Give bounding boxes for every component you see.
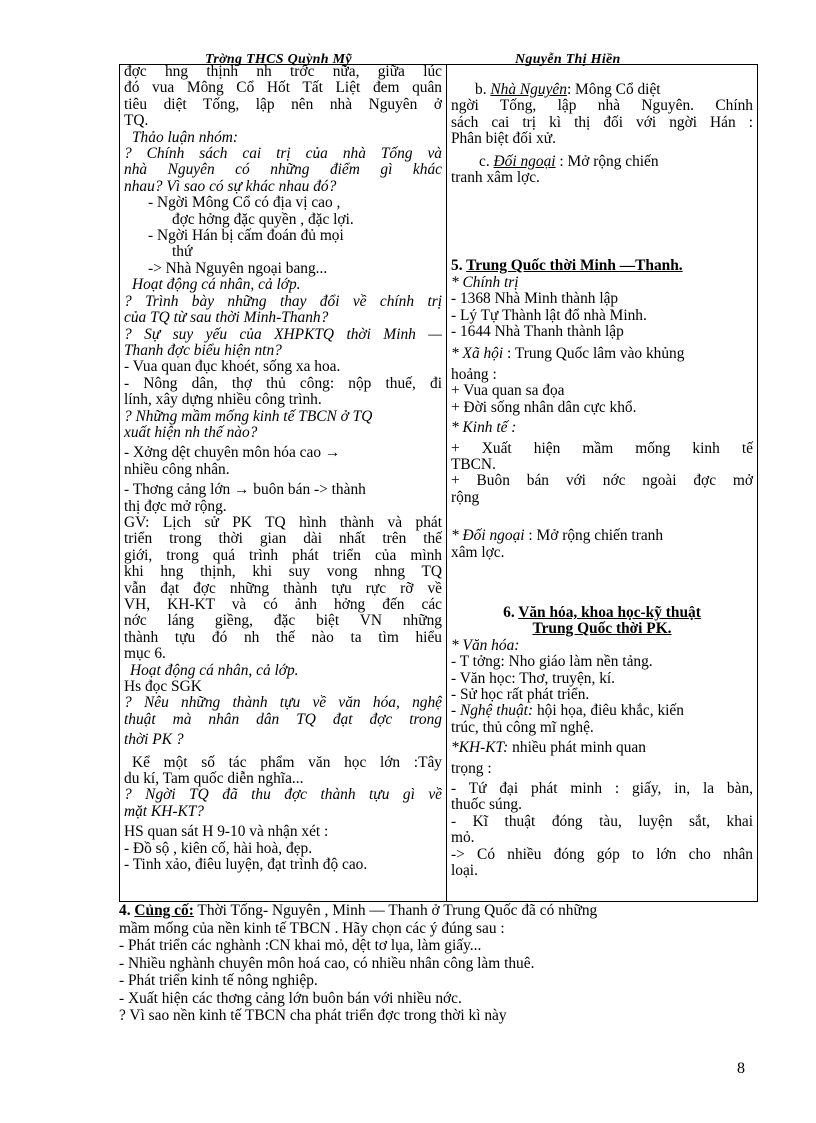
text-fragment: : Trung Quốc lâm vào khủng [507,345,685,363]
text-fragment: hội họa, điêu khắc, kiến [536,702,684,720]
text-line: ? Trình bày những thay đổi về chính trị [124,292,442,310]
list-item: - Xuất hiện các thơng cảng lớn buôn bán với nhiều nớc. [119,989,462,1007]
text-line: triển trong thời gian dài nhất trên thế [124,530,442,548]
text-line: Hoạt động cá nhân, cả lớp. [130,661,299,679]
section-title: Trung Quốc thời PK. [532,620,672,638]
list-item: - Phát triển các nghành :CN khai mỏ, dệt tơ lụa, làm giấy... [119,937,482,954]
section-heading [451,621,753,637]
text-line [451,703,753,719]
text-line: đợc hng thịnh nh trớc nữa, giữa lúc [124,63,442,80]
text-line: du kí, Tam quốc diễn nghĩa... [124,770,304,788]
text-line: - Sử học rất phát triển. [451,685,590,703]
text-line: xuất hiện nh thế nào? [124,423,258,441]
text-fragment: Thời Tống- Nguyên , Minh — Thanh ở Trung Quốc đã có những [193,902,598,919]
page-number: 8 [737,1060,745,1077]
text-line [451,740,753,756]
text-line: - Kĩ thuật đóng tàu, luyện sắt, khai [451,812,753,830]
text-line: Thảo luận nhóm: [132,128,239,146]
text-line: - 1368 Nhà Minh thành lập [451,290,619,308]
text-line: - Tứ đại phát minh : giấy, in, la bàn, [451,780,753,797]
text-line: thành tựu đó nh thế nào ta tìm hiểu [124,628,442,646]
text-line: mỏ. [451,829,475,847]
text-line: ? Những mầm mống kinh tế TBCN ở TQ [124,407,373,425]
text-line: thuật mà nhân dân TQ đạt đợc trong [124,710,442,728]
text-line: thị đợc mở rộng. [124,497,227,515]
text-line [124,482,442,498]
text-line: vẫn đạt đợc những thành tựu rực rỡ về [124,579,442,597]
text-line: -> Nhà Nguyên ngoại bang... [148,259,328,277]
text-line: rộng [451,488,480,506]
text-line: - Ngời Mông Cổ có địa vị cao , [148,194,341,212]
text-line: thứ [172,243,193,261]
text-line: ? Sự suy yếu của XHPKTQ thời Minh — [124,325,442,343]
text-line: GV: Lịch sử PK TQ hình thành và phát [124,513,442,531]
text-line: nớc láng giềng, đặc biệt VN những [124,612,442,630]
text-fragment: : Mở rộng chiến tranh [528,527,664,545]
text-line [451,82,753,98]
section-heading [451,605,753,621]
header-school: Trờng THCS Quỳnh Mỹ [205,52,352,67]
text-line: * Văn hóa: [451,636,520,654]
header-author: Nguyễn Thị Hiền [515,52,621,67]
text-fragment: Nhà Nguyên [490,81,567,98]
text-line: Hoạt động cá nhân, cả lớp. [132,276,301,294]
section-title: Củng cố: [134,902,194,919]
text-line: nhiều công nhân. [124,460,230,478]
text-line [451,154,753,170]
list-item: - Phát triển kinh tế nông nghiệp. [119,972,318,989]
right-column [451,64,753,879]
text-line: * Chính trị [451,273,519,291]
text-line: - Vua quan đục khoét, sống xa hoa. [124,358,341,376]
list-item: ? Vì sao nền kinh tế TBCN cha phát triển đợc trong thời kì này [119,1007,507,1024]
text-fragment: b. [475,81,487,98]
section-heading [451,258,753,274]
section-number: 5. [451,257,463,275]
text-line: ngời Tống, lập nhà Nguyên. Chính [451,97,753,115]
text-line [124,445,442,461]
text-line: - Đồ sộ , kiên cố, hài hoà, đẹp. [124,839,313,857]
consolidation-section [119,902,759,1025]
text-line: hoảng : [451,365,497,383]
text-line: + Buôn bán với nớc ngoài đợc mở [451,472,753,490]
text-line: - Ngời Hán bị cấm đoán đủ mọi [148,227,344,245]
arrow-right-icon: → [324,444,341,462]
text-line: Phân biệt đối xử. [451,130,556,148]
text-line: đó vua Mông Cổ Hốt Tất Liệt đem quân [124,79,442,97]
text-line: + Vua quan sa đọa [451,382,565,400]
text-line: của TQ từ sau thời Minh-Thanh? [124,309,329,327]
text-line: - T tởng: Nho giáo làm nền tảng. [451,653,653,671]
text-line: tranh xâm lợc. [451,169,540,187]
text-line: mục 6. [124,645,166,663]
text-line: ? Chính sách cai trị của nhà Tống và [124,145,442,163]
text-fragment: Đối ngoại [493,152,556,170]
text-fragment: *KH-KT: [451,739,509,757]
text-line: lính, xây dựng nhiều công trình. [124,391,322,409]
arrow-right-icon: → [234,481,250,499]
text-line: - Tinh xảo, điêu luyện, đạt trình độ cao. [124,856,368,874]
section-number: 4. [119,902,131,919]
text-line: - Lý Tự Thành lật đổ nhà Minh. [451,306,647,324]
text-line: * Kinh tế : [451,419,517,437]
text-line: loại. [451,862,478,880]
text-line: giới, trong quá trình phát triển của mình [124,546,442,564]
text-fragment: buôn bán -> thành [253,481,366,499]
text-line: Kể một số tác phẩm văn học lớn :Tây [132,753,442,771]
text-line: VH, KH-KT và có ảnh hởng đến các [124,596,442,613]
text-line [119,902,759,920]
text-fragment: : Mông Cổ diệt [566,81,661,98]
text-line: mầm mống của nền kinh tế TBCN . Hãy chọn các ý đúng sau : [119,919,505,937]
text-line: thuốc súng. [451,796,522,814]
text-fragment: c. [479,152,490,170]
text-line: -> Có nhiều đóng góp to lớn cho nhân [451,845,753,863]
text-line: Thanh đợc biểu hiện ntn? [124,341,282,359]
column-divider [446,64,447,902]
text-fragment: nhiều phát minh quan [512,739,646,757]
list-item: - Nhiều nghành chuyên môn hoá cao, có nhiều nhân công làm thuê. [119,954,535,972]
text-line: TBCN. [451,455,496,473]
text-line [451,528,753,544]
section-title: Văn hóa, khoa học-kỹ thuật [518,603,701,621]
text-fragment: - Thơng cảng lớn [124,481,231,499]
text-line: - Nông dân, thợ thủ công: nộp thuế, đi [124,374,442,392]
text-line: nhau? Vì sao có sự khác nhau đó? [124,177,337,195]
text-fragment: - Xởng dệt chuyên môn hóa cao [124,444,322,462]
text-fragment: * Xã hội [451,345,504,363]
left-column [124,64,442,874]
text-fragment: - Nghệ thuật: [451,702,534,720]
section-number: 6. [503,603,515,621]
text-line: - Văn học: Thơ, truyện, kí. [451,669,616,687]
text-line: trọng : [451,759,492,777]
text-line: Hs đọc SGK [124,678,202,696]
text-line: khi hng thịnh, khi suy vong nhng TQ [124,563,442,581]
text-line: TQ. [124,112,149,130]
text-line: - 1644 Nhà Thanh thành lập [451,323,624,341]
text-line [451,346,753,362]
text-line: mặt KH-KT? [124,802,204,820]
text-line: tiêu diệt Tống, lập nên nhà Nguyên ở [124,95,442,113]
text-line: xâm lợc. [451,543,505,561]
text-line: sách cai trị kì thị đối với ngời Hán : [451,113,753,131]
text-line: trúc, thủ công mĩ nghệ. [451,718,594,736]
text-line: nhà Nguyên có những điểm gì khác [124,161,442,179]
section-title: Trung Quốc thời Minh —Thanh. [466,257,683,275]
text-line: + Xuất hiện mầm mống kinh tế [451,439,753,457]
text-fragment: : Mở rộng chiến [559,152,659,170]
text-line: thời PK ? [124,731,184,749]
text-line: + Đời sống nhân dân cực khổ. [451,398,637,416]
text-line: đợc hởng đặc quyền , đặc lợi. [172,210,354,228]
text-line: HS quan sát H 9-10 và nhận xét : [124,823,329,841]
text-line: ? Ngời TQ đã thu đợc thành tựu gì về [124,786,442,804]
text-fragment: * Đối ngoại [451,527,525,545]
text-line: ? Nêu những thành tựu về văn hóa, nghệ [124,694,442,712]
